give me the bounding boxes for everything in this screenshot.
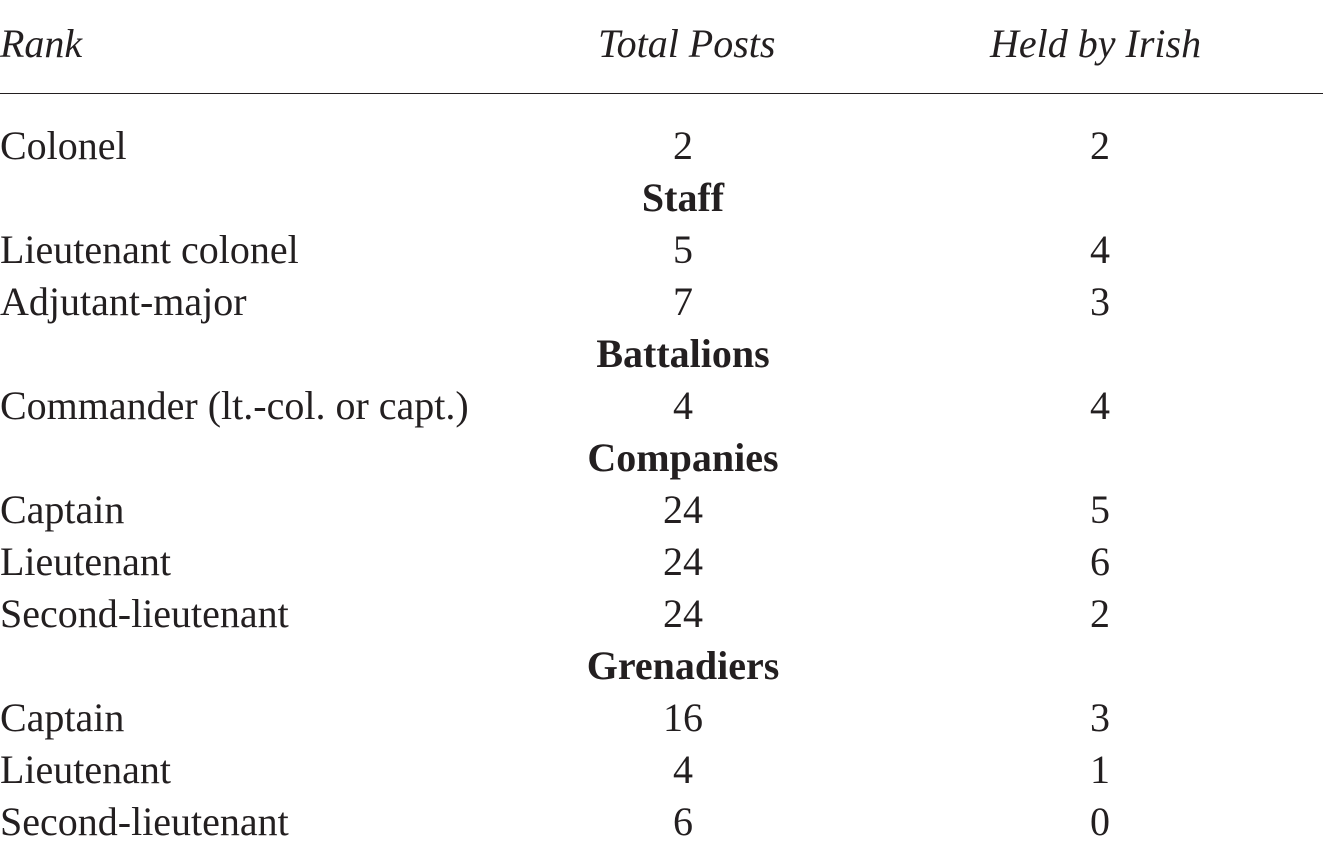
table-row [0,796,1323,848]
held-by-irish-cell: 1 [1090,747,1110,792]
section-heading: Battalions [596,331,770,376]
held-by-irish-cell: 5 [1090,487,1110,532]
table-row [0,744,1323,796]
total-posts-cell: 5 [673,227,693,272]
section-heading: Staff [641,175,725,220]
table-row [0,380,1323,432]
held-by-irish-cell: 3 [1090,695,1110,740]
section-heading: Grenadiers [586,643,780,688]
table-row [0,588,1323,640]
table-row [0,692,1323,744]
held-by-irish-cell: 4 [1090,227,1110,272]
held-by-irish-cell: 2 [1090,123,1110,168]
rank-cell: Captain [0,695,125,740]
rank-cell: Captain [0,487,125,532]
rank-cell: Lieutenant [0,747,172,792]
rank-cell: Commander (lt.-col. or capt.) [0,383,469,428]
held-by-irish-cell: 4 [1090,383,1110,428]
total-posts-cell: 16 [663,695,703,740]
held-by-irish-cell: 0 [1090,799,1110,844]
table-row [0,276,1323,328]
rank-cell: Lieutenant colonel [0,227,299,272]
rank-cell: Colonel [0,123,127,168]
held-by-irish-cell: 6 [1090,539,1110,584]
rank-cell: Second-lieutenant [0,591,289,636]
total-posts-cell: 4 [673,747,693,792]
rank-cell: Second-lieutenant [0,799,289,844]
total-posts-cell: 24 [663,591,703,636]
total-posts-cell: 24 [663,487,703,532]
header-rank: Rank [0,21,83,66]
total-posts-cell: 24 [663,539,703,584]
held-by-irish-cell: 3 [1090,279,1110,324]
total-posts-cell: 2 [673,123,693,168]
held-by-irish-cell: 2 [1090,591,1110,636]
table-header [0,0,1323,94]
table-row [0,536,1323,588]
header-held-by-irish: Held by Irish [990,21,1202,66]
total-posts-cell: 7 [673,279,693,324]
table-row [0,120,1323,172]
table-row [0,484,1323,536]
total-posts-cell: 4 [673,383,693,428]
section-heading: Companies [587,435,779,480]
header-total-posts: Total Posts [598,21,776,66]
rank-cell: Lieutenant [0,539,172,584]
rank-cell: Adjutant-major [0,279,247,324]
total-posts-cell: 6 [673,799,693,844]
table-row [0,224,1323,276]
